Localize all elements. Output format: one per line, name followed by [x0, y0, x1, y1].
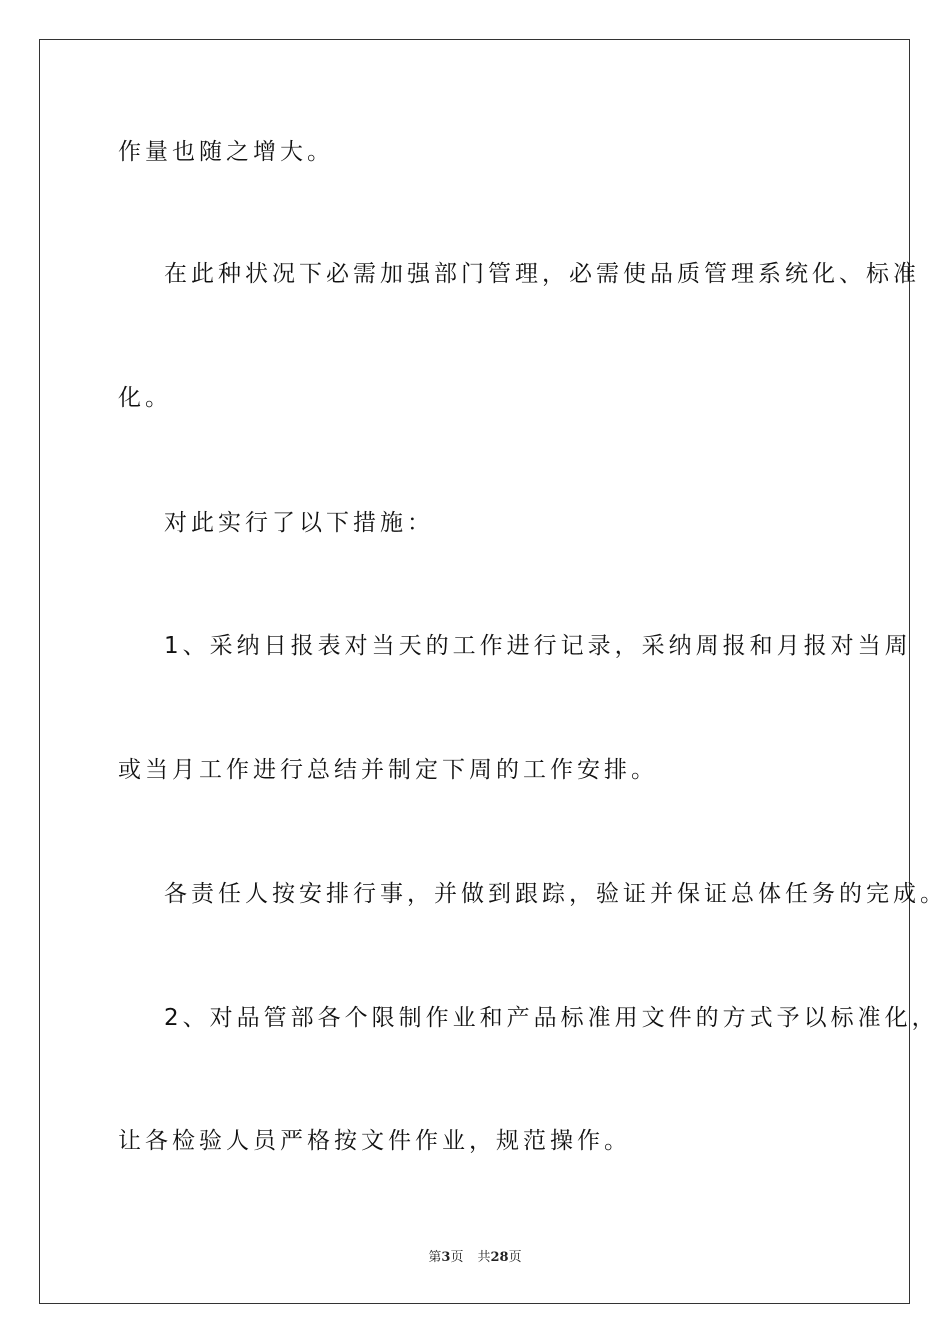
list-item-1-line: 1、采纳日报表对当天的工作进行记录，采纳周报和月报对当周: [164, 633, 912, 659]
list-item-2-line: 2、对品管部各个限制作业和产品标准用文件的方式予以标准化，: [164, 1005, 939, 1031]
page-border: [39, 39, 947, 1304]
total-pages: 28: [490, 1250, 509, 1265]
page-suffix: 页: [450, 1250, 464, 1265]
paragraph-start-line: 各责任人按安排行事，并做到跟踪，验证并保证总体任务的完成。: [164, 881, 947, 907]
total-suffix: 页: [508, 1250, 522, 1265]
page-number: 3: [441, 1250, 451, 1265]
total-prefix: 共: [477, 1250, 491, 1265]
text-line: 或当月工作进行总结并制定下周的工作安排。: [118, 757, 658, 783]
paragraph-start-line: 在此种状况下必需加强部门管理，必需使品质管理系统化、标准: [164, 261, 920, 287]
text-line: 让各检验人员严格按文件作业，规范操作。: [118, 1128, 631, 1154]
paragraph-start-line: 对此实行了以下措施：: [164, 510, 434, 536]
text-line: 作量也随之增大。: [118, 139, 334, 165]
page-prefix: 第: [428, 1250, 442, 1265]
text-line: 化。: [118, 385, 172, 411]
page-footer: [0, 1246, 950, 1265]
